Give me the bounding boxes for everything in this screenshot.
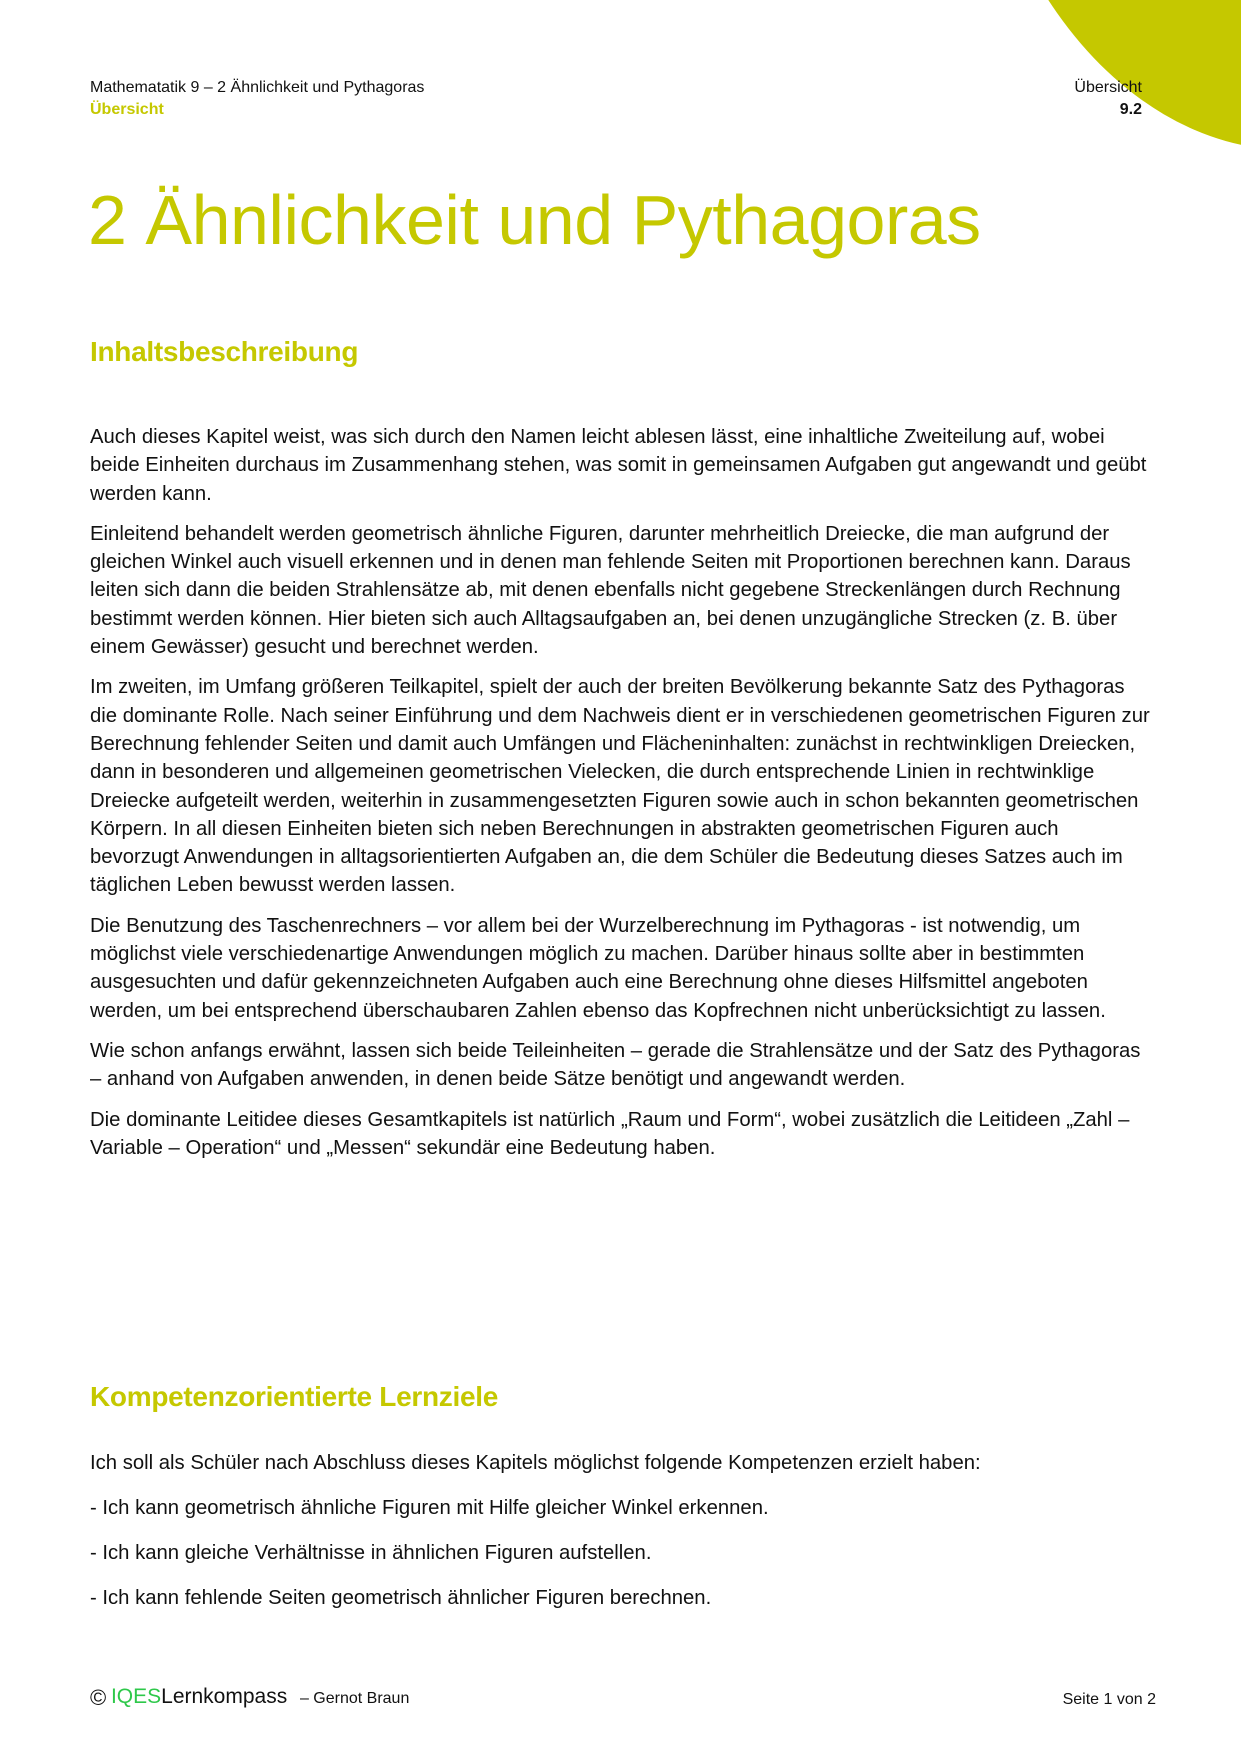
content-description xyxy=(90,423,1150,1174)
paragraph: Die Benutzung des Taschenrechners – vor allem bei der Wurzelberechnung im Pythagoras - ist notwendig, um möglichst viele verschiedenartige Anwendungen möglich zu machen. Darüber hinaus sollte aber in bestimmten ausgesuchten und dafür gekennzeichneten Aufgaben auch eine Berechnung ohne dieses Hilfsmittel angeboten werden, um bei entsprechend überschaubaren Zahlen ebenso das Kopfrechnen nicht unberücksichtigt zu lassen. xyxy=(90,914,1106,1022)
badge-number: 9.2 xyxy=(1119,101,1142,118)
goal-item: - Ich kann fehlende Seiten geometrisch ähnlicher Figuren berechnen. xyxy=(90,1587,712,1609)
section-heading-content: Inhaltsbeschreibung xyxy=(90,336,359,367)
paragraph: Die dominante Leitidee dieses Gesamtkapitels ist natürlich „Raum und Form“, wobei zusätzlich die Leitideen „Zahl – Variable – Operation“ und „Messen“ sekundär eine Bedeutung haben. xyxy=(90,1108,1130,1159)
footer-brand xyxy=(90,1685,409,1711)
learning-goals xyxy=(90,1449,1150,1629)
copyright-icon: © xyxy=(90,1685,107,1710)
page-number: Seite 1 von 2 xyxy=(1062,1691,1156,1708)
corner-accent-shape xyxy=(960,0,1241,150)
paragraph: Auch dieses Kapitel weist, was sich durch den Namen leicht ablesen lässt, eine inhaltliche Zweiteilung auf, wobei beide Einheiten durchaus im Zusammenhang stehen, was somit in gemeinsamen Aufgaben gut angewandt und geübt werden kann. xyxy=(90,426,1147,505)
section-heading-learning-goals: Kompetenzorientierte Lernziele xyxy=(90,1381,498,1412)
goal-item: - Ich kann gleiche Verhältnisse in ähnlichen Figuren aufstellen. xyxy=(90,1542,652,1564)
paragraph: Im zweiten, im Umfang größeren Teilkapitel, spielt der auch der breiten Bevölkerung bekannte Satz des Pythagoras die dominante Rolle. Nach seiner Einführung und dem Nachweis dient er in verschiedenen geometrischen Figuren zur Berechnung fehlender Seiten und damit auch Umfängen und Flächeninhalten: zunächst in rechtwinkligen Dreiecken, dann in besonderen und allgemeinen geometrischen Vielecken, die durch entsprechende Linien in rechtwinklige Dreiecke aufgeteilt werden, weiterhin in zusammengesetzten Figuren sowie auch in schon bekannten geometrischen Körpern. In all diesen Einheiten bieten sich neben Berechnungen in abstrakten geometrischen Figuren auch bevorzugt Anwendungen in alltagsorientierten Aufgaben an, die dem Schüler die Bedeutung dieses Satzes auch im täglichen Leben bewusst werden lassen. xyxy=(90,676,1150,897)
brand-logo-iqes: IQES xyxy=(110,1685,162,1708)
running-header xyxy=(90,77,424,121)
goal-item: - Ich kann geometrisch ähnliche Figuren mit Hilfe gleicher Winkel erkennen. xyxy=(90,1497,769,1519)
section-label: Übersicht xyxy=(90,101,164,118)
course-line: Mathematatik 9 – 2 Ähnlichkeit und Pythagoras xyxy=(90,79,425,96)
paragraph: Einleitend behandelt werden geometrisch ähnliche Figuren, darunter mehrheitlich Dreiecke, die man aufgrund der gleichen Winkel auch visuell erkennen und in denen man fehlende Seiten mit Proportionen berechnen kann. Daraus leiten sich dann die beiden Strahlensätze ab, mit denen ebenfalls nicht gegebene Streckenlängen durch Rechnung bestimmt werden können. Hier bieten sich auch Alltagsaufgaben an, bei denen unzugängliche Strecken (z. B. über einem Gewässer) gesucht und berechnet werden. xyxy=(90,522,1131,659)
header-badge xyxy=(1074,77,1142,121)
badge-label: Übersicht xyxy=(1074,79,1142,96)
goals-intro: Ich soll als Schüler nach Abschluss dieses Kapitels möglichst folgende Kompetenzen erzielt haben: xyxy=(90,1452,981,1474)
page-title: 2 Ähnlichkeit und Pythagoras xyxy=(88,181,981,259)
author: – Gernot Braun xyxy=(299,1690,410,1707)
paragraph: Wie schon anfangs erwähnt, lassen sich beide Teileinheiten – gerade die Strahlensätze und der Satz des Pythagoras – anhand von Aufgaben anwenden, in denen beide Sätze benötigt und angewandt werden. xyxy=(90,1039,1141,1091)
brand-logo-lernkompass: Lernkompass xyxy=(161,1685,288,1708)
